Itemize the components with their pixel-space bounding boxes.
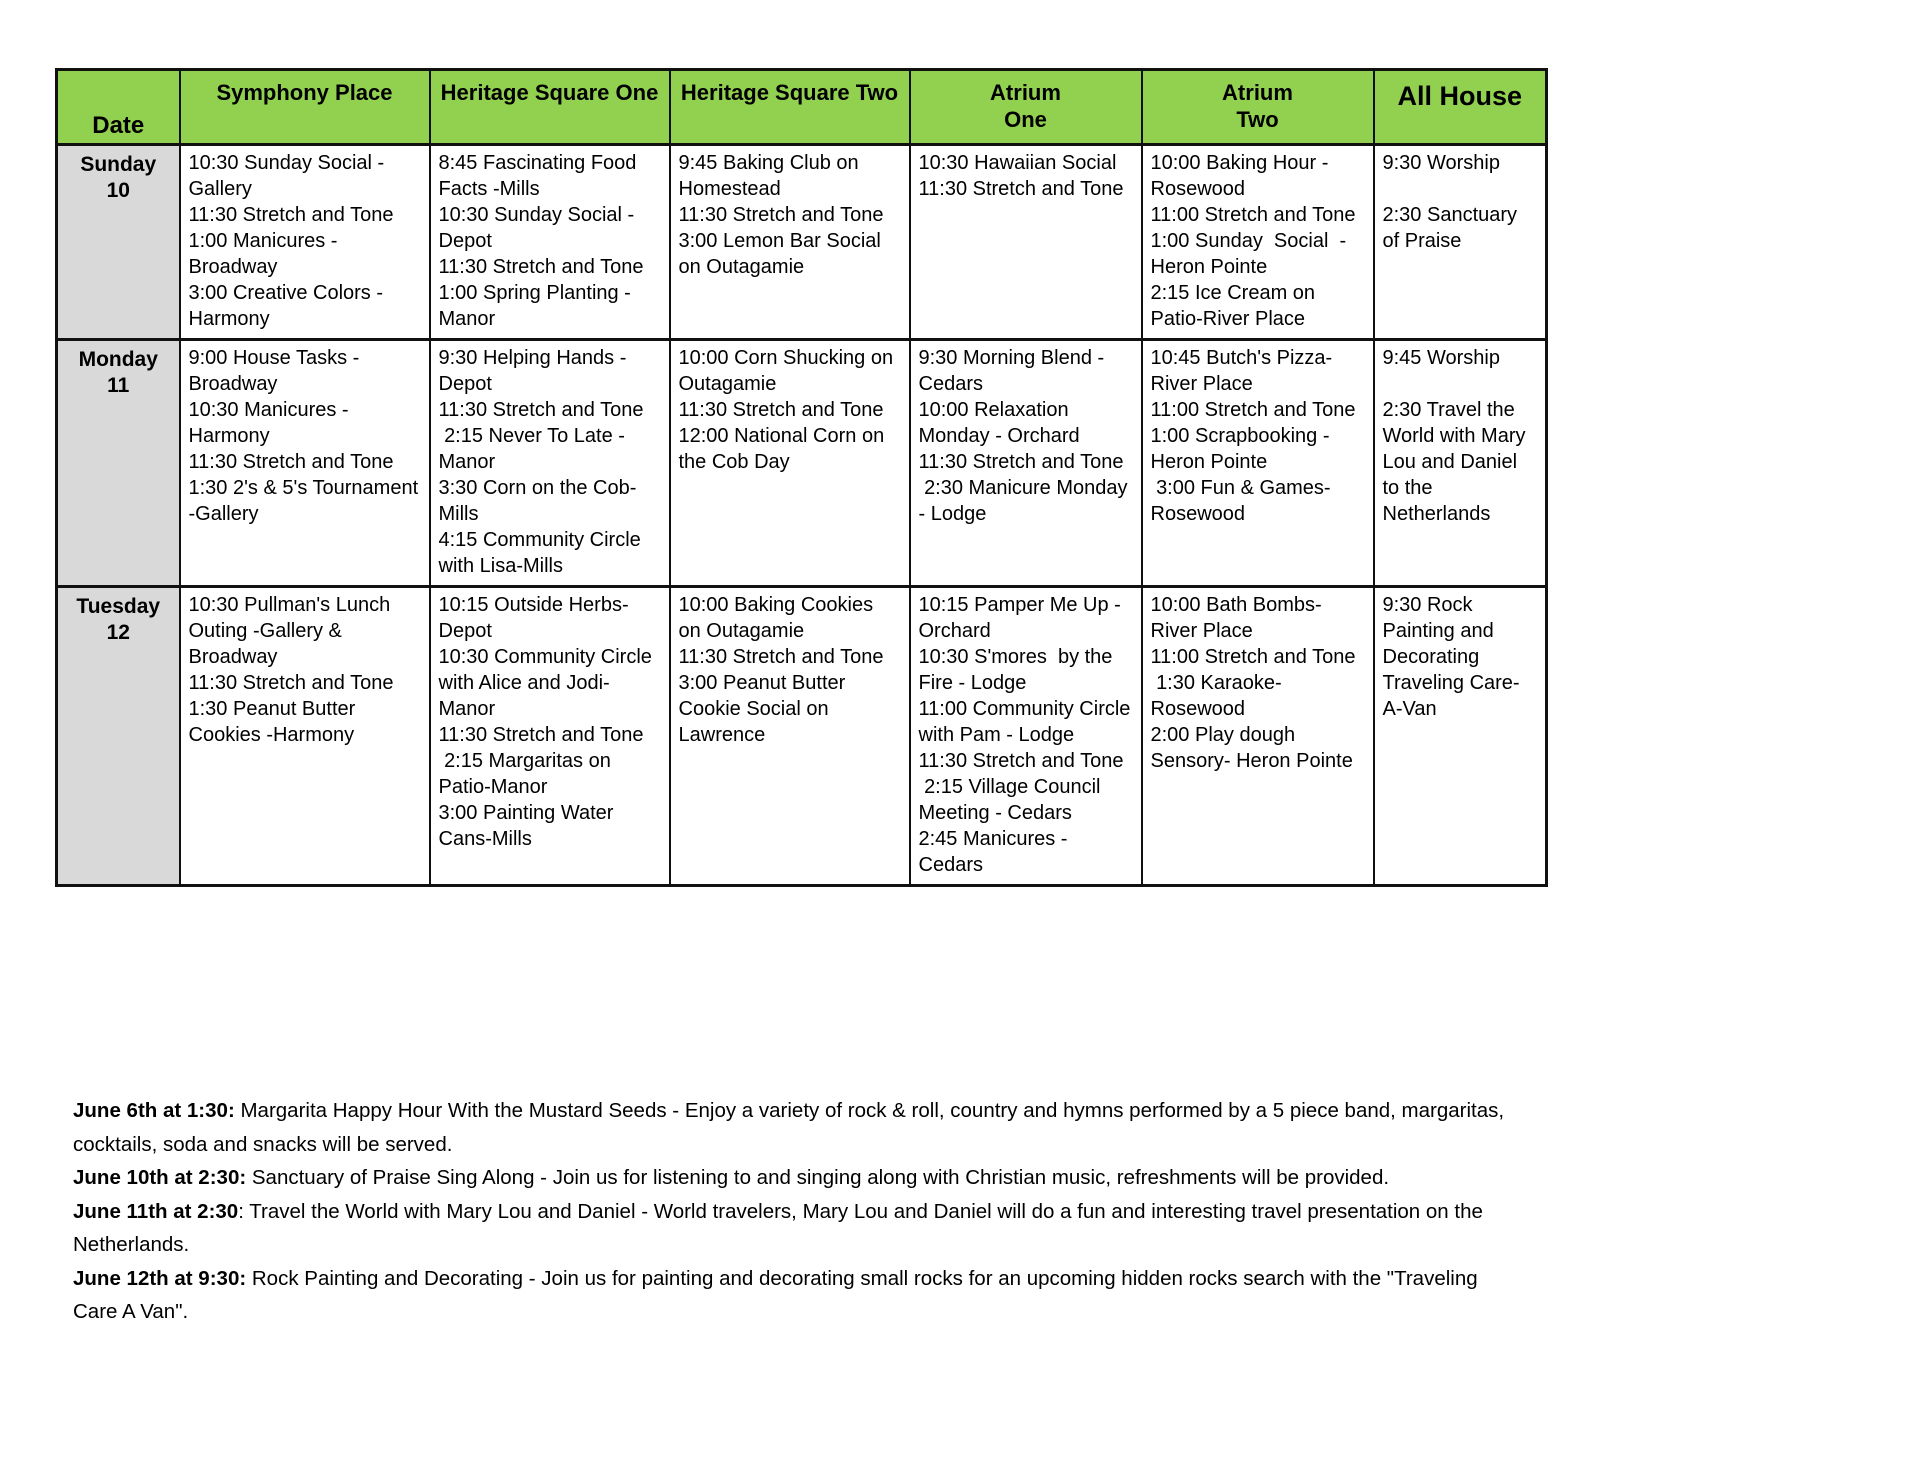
event-line: 10:30 Manicures - Harmony [188, 399, 355, 447]
event-line: 1:00 Sunday Social - Heron Pointe [1150, 230, 1352, 278]
event-line: 9:00 House Tasks - Broadway [188, 347, 365, 395]
event-line: 3:00 Peanut Butter Cookie Social on Lawrence [678, 672, 851, 746]
event-line: 11:30 Stretch and Tone [678, 646, 884, 668]
event-line: 11:30 Stretch and Tone [188, 451, 394, 473]
day-name: Tuesday [76, 595, 161, 618]
special-events-notes [73, 1094, 1523, 1329]
event-line: 8:45 Fascinating Food Facts -Mills [438, 152, 642, 200]
header-row [57, 70, 1547, 145]
note-lead: June 6th at 1:30: [73, 1099, 235, 1122]
note-june-10 [73, 1161, 1523, 1195]
cell-sunday-heritage-square-one [430, 145, 670, 340]
cell-tuesday-symphony-place [180, 587, 430, 886]
event-line: 9:45 Worship [1382, 347, 1500, 369]
event-line: 2:30 Sanctuary of Praise [1382, 204, 1523, 252]
event-line: 11:30 Stretch and Tone [438, 399, 644, 421]
event-line: 9:30 Morning Blend - Cedars [918, 347, 1110, 395]
note-june-6 [73, 1094, 1523, 1161]
event-line: 10:00 Relaxation Monday - Orchard [918, 399, 1080, 447]
cell-monday-symphony-place [180, 340, 430, 587]
note-text: : Travel the World with Mary Lou and Daniel - World travelers, Mary Lou and Daniel will do a fun and interesting travel presentation on the Netherlands. [73, 1199, 1483, 1256]
cell-tuesday-atrium-one [910, 587, 1142, 886]
cell-sunday-symphony-place [180, 145, 430, 340]
event-line: 1:30 2's & 5's Tournament -Gallery [188, 477, 424, 525]
event-line: 11:00 Stretch and Tone [1150, 399, 1356, 421]
event-line: 11:30 Stretch and Tone [438, 256, 644, 278]
column-header-all-house: All House [1374, 70, 1547, 145]
note-text: Sanctuary of Praise Sing Along - Join us for listening to and singing along with Christian music, refreshments will be provided. [246, 1166, 1390, 1189]
cell-monday-atrium-one [910, 340, 1142, 587]
schedule-row-monday [57, 340, 1547, 587]
event-line: 2:15 Never To Late - Manor [438, 425, 631, 473]
event-line: 11:30 Stretch and Tone [188, 204, 394, 226]
cell-tuesday-atrium-two [1142, 587, 1374, 886]
cell-sunday-atrium-two [1142, 145, 1374, 340]
cell-monday-atrium-two [1142, 340, 1374, 587]
date-cell-monday [57, 340, 180, 587]
cell-monday-heritage-square-one [430, 340, 670, 587]
event-line: 2:15 Margaritas on Patio-Manor [438, 750, 617, 798]
event-line: 11:30 Stretch and Tone [678, 399, 884, 421]
event-line: 1:30 Karaoke- Rosewood [1150, 672, 1288, 720]
event-line: 9:30 Rock Painting and Decorating Traveling Care-A-Van [1382, 594, 1520, 720]
event-line: 11:30 Stretch and Tone [918, 451, 1124, 473]
column-header-heritage-square-two: Heritage Square Two [670, 70, 910, 145]
cell-tuesday-all-house [1374, 587, 1547, 886]
event-line: 9:45 Baking Club on Homestead [678, 152, 865, 200]
event-line: 1:30 Peanut Butter Cookies -Harmony [188, 698, 361, 746]
note-lead: June 11th at 2:30 [73, 1199, 239, 1223]
column-header-symphony-place: Symphony Place [180, 70, 430, 145]
activity-schedule-table [55, 68, 1548, 887]
note-text: Margarita Happy Hour With the Mustard Seeds - Enjoy a variety of rock & roll, country and hymns performed by a 5 piece band, margaritas, cocktails, soda and snacks will be served. [73, 1099, 1505, 1156]
day-name: Sunday [80, 153, 157, 176]
event-line: 1:00 Scrapbooking - Heron Pointe [1150, 425, 1336, 473]
event-line: 11:00 Stretch and Tone [1150, 646, 1356, 668]
event-line: 10:15 Pamper Me Up - Orchard [918, 594, 1127, 642]
event-line: 3:00 Painting Water Cans-Mills [438, 802, 619, 850]
event-line: 10:30 Hawaiian Social [918, 152, 1117, 174]
event-line: 4:15 Community Circle with Lisa-Mills [438, 529, 647, 577]
event-line: 10:00 Baking Cookies on Outagamie [678, 594, 879, 642]
cell-monday-heritage-square-two [670, 340, 910, 587]
cell-sunday-heritage-square-two [670, 145, 910, 340]
event-line: 11:30 Stretch and Tone [918, 750, 1124, 772]
event-line: 2:45 Manicures - Cedars [918, 828, 1074, 876]
cell-sunday-atrium-one [910, 145, 1142, 340]
event-line: 3:00 Lemon Bar Social on Outagamie [678, 230, 887, 278]
event-line: 10:15 Outside Herbs- Depot [438, 594, 635, 642]
event-line: 10:30 Pullman's Lunch Outing -Gallery & Broadway [188, 594, 396, 668]
cell-monday-all-house [1374, 340, 1547, 587]
cell-tuesday-heritage-square-two [670, 587, 910, 886]
event-line: 9:30 Worship [1382, 152, 1500, 174]
day-number: 12 [106, 621, 130, 644]
day-number: 10 [106, 179, 130, 202]
event-line [1383, 176, 1538, 202]
note-text: Rock Painting and Decorating - Join us for painting and decorating small rocks for an upcoming hidden rocks search with the "Traveling Care A Van". [73, 1266, 1478, 1323]
cell-sunday-all-house [1374, 145, 1547, 340]
column-header-atrium-two: Atrium Two [1142, 70, 1374, 145]
event-line: 2:30 Manicure Monday - Lodge [918, 477, 1134, 525]
note-june-11 [73, 1195, 1523, 1262]
event-line: 2:00 Play dough Sensory- Heron Pointe [1150, 724, 1353, 772]
column-header-heritage-square-one: Heritage Square One [430, 70, 670, 145]
event-line: 11:30 Stretch and Tone [678, 204, 884, 226]
note-lead: June 12th at 9:30: [73, 1266, 247, 1290]
event-line: 10:00 Baking Hour - Rosewood [1150, 152, 1334, 200]
event-line: 1:00 Spring Planting - Manor [438, 282, 637, 330]
schedule-row-tuesday [57, 587, 1547, 886]
event-line: 9:30 Helping Hands - Depot [438, 347, 632, 395]
event-line: 10:00 Corn Shucking on Outagamie [678, 347, 899, 395]
event-line: 11:30 Stretch and Tone [438, 724, 644, 746]
date-cell-tuesday [57, 587, 180, 886]
column-header-date: Date [57, 70, 180, 145]
event-line: 2:15 Ice Cream on Patio-River Place [1150, 282, 1321, 330]
event-line: 10:30 Sunday Social - Depot [438, 204, 640, 252]
event-line: 10:30 S'mores by the Fire - Lodge [918, 646, 1118, 694]
event-line: 11:30 Stretch and Tone [918, 178, 1124, 200]
date-cell-sunday [57, 145, 180, 340]
event-line: 3:00 Fun & Games- Rosewood [1150, 477, 1337, 525]
schedule-row-sunday [57, 145, 1547, 340]
note-lead: June 10th at 2:30: [73, 1166, 247, 1189]
event-line: 11:00 Stretch and Tone [1150, 204, 1356, 226]
day-name: Monday [78, 348, 158, 371]
cell-tuesday-heritage-square-one [430, 587, 670, 886]
event-line: 10:30 Sunday Social - Gallery [188, 152, 390, 200]
note-june-12 [73, 1262, 1523, 1329]
day-number: 11 [107, 374, 130, 397]
event-line: 10:00 Bath Bombs- River Place [1150, 594, 1328, 642]
event-line: 12:00 National Corn on the Cob Day [678, 425, 890, 473]
event-line: 2:30 Travel the World with Mary Lou and Daniel to the Netherlands [1382, 399, 1532, 525]
event-line: 11:30 Stretch and Tone [188, 672, 394, 694]
event-line [1383, 371, 1538, 397]
event-line: 11:00 Community Circle with Pam - Lodge [918, 698, 1136, 746]
event-line: 3:00 Creative Colors - Harmony [188, 282, 389, 330]
event-line: 3:30 Corn on the Cob- Mills [438, 477, 642, 525]
event-line: 1:00 Manicures - Broadway [188, 230, 344, 278]
column-header-atrium-one: Atrium One [910, 70, 1142, 145]
event-line: 10:30 Community Circle with Alice and Jodi- Manor [438, 646, 658, 720]
event-line: 10:45 Butch's Pizza- River Place [1150, 347, 1338, 395]
event-line: 2:15 Village Council Meeting - Cedars [918, 776, 1107, 824]
